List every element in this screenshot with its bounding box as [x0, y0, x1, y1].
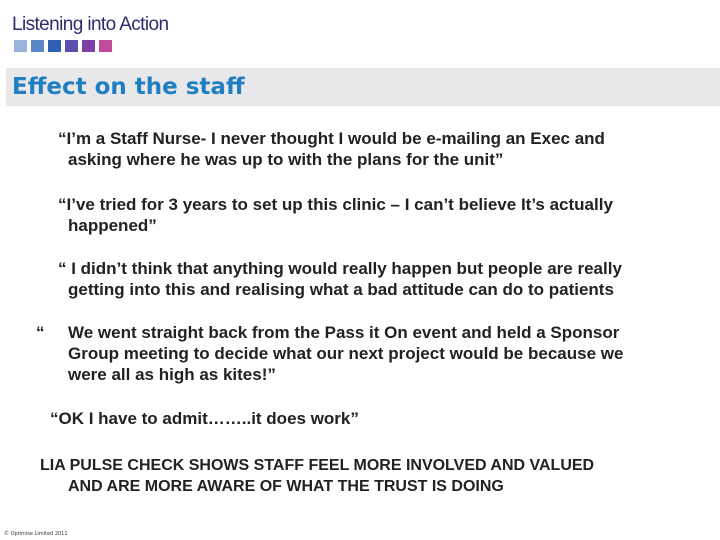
quote-staff-nurse: “I’m a Staff Nurse- I never thought I would be e-mailing an Exec and asking where he was up to with the plans for the unit” [58, 129, 605, 169]
logo-square-2 [31, 40, 44, 52]
logo-square-6 [99, 40, 112, 52]
logo-square-4 [65, 40, 78, 52]
logo-square-5 [82, 40, 95, 52]
logo-squares [14, 40, 112, 52]
quote-mark: “ [36, 323, 45, 342]
copyright-footer: © Optimise Limited 2011 [4, 531, 68, 537]
logo-square-1 [14, 40, 27, 52]
quote-admit: “OK I have to admit……..it does work” [50, 409, 359, 428]
logo-square-3 [48, 40, 61, 52]
pulse-check-statement: LIA PULSE CHECK SHOWS STAFF FEEL MORE INVOLVED AND VALUED AND ARE MORE AWARE OF WHAT THE TRUST IS DOING [40, 457, 595, 495]
logo-text: Listening into Action [12, 14, 169, 35]
quote-clinic: “I’ve tried for 3 years to set up this clinic – I can’t believe It’s actually happened” [58, 195, 613, 235]
quote-pass-it-on: “ We went straight back from the Pass it On event and held a Sponsor Group meeting to decide what our next project would be because we were all as high as kites!” [36, 323, 624, 384]
quote-attitude: “ I didn’t think that anything would really happen but people are really getting into this and realising what a bad attitude can do to patients [58, 259, 622, 299]
slide-title: Effect on the staff [12, 74, 245, 100]
